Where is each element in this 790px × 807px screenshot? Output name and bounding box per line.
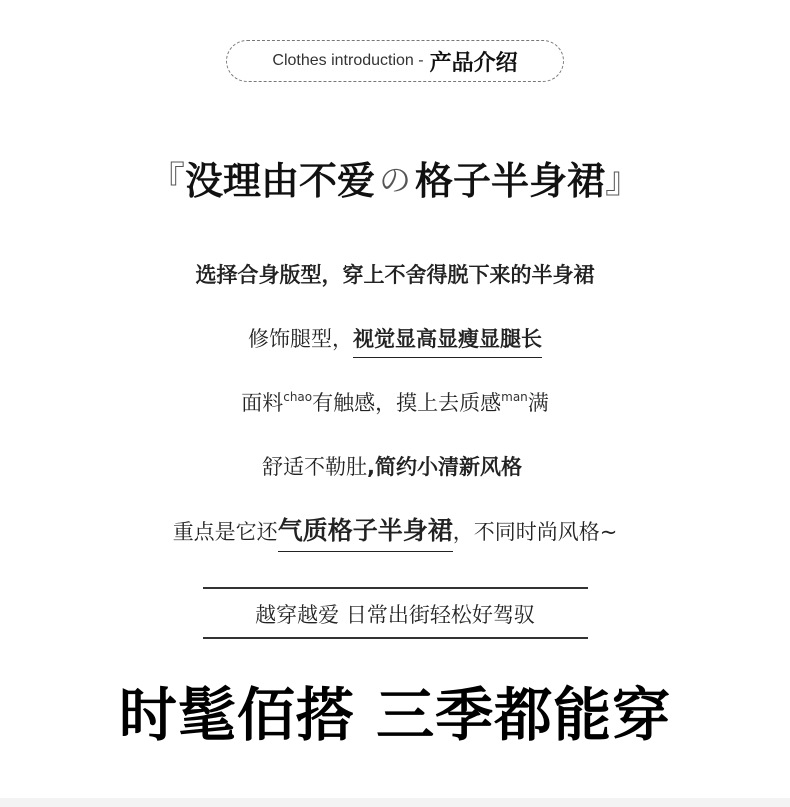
intro-line-5-a: 重点是它还 (172, 520, 278, 544)
divider-bottom (203, 637, 588, 639)
slogan: 时髦佰搭 三季都能穿 (118, 681, 672, 749)
intro-line-3-b: 有触感，摸上去质感 (312, 391, 502, 415)
headline-part2: 格子半身裙 (415, 159, 606, 203)
intro-line-4-bold: ,简约小清新风格 (367, 455, 522, 479)
divider-text: 越穿越爱 日常出街轻松好驾驭 (255, 603, 535, 627)
headline (0, 150, 790, 210)
close-bracket: 』 (605, 160, 642, 201)
intro-line-3-c: 满 (527, 391, 549, 415)
open-bracket: 『 (148, 160, 185, 201)
headline-connector: の (378, 160, 411, 199)
intro-line-4 (262, 451, 522, 481)
intro-line-5-bold: 气质格子半身裙 (278, 511, 453, 552)
bottom-strip (0, 798, 790, 807)
intro-line-2 (0, 323, 790, 358)
intro-line-3-a: 面料 (241, 391, 284, 415)
section-header-pill (226, 40, 564, 82)
header-label-en: Clothes introduction - (272, 52, 424, 69)
intro-line-2-bold: 视觉显高显瘦显腿长 (353, 323, 542, 358)
intro-line-3 (0, 387, 790, 417)
intro-line-5 (0, 511, 790, 552)
intro-line-5-b: ，不同时尚风格~ (452, 520, 618, 544)
headline-part1: 没理由不爱 (184, 159, 375, 203)
intro-line-2-normal: 修饰腿型， (248, 327, 353, 351)
divider-top (203, 587, 588, 589)
header-label-cn: 产品介绍 (429, 50, 518, 76)
intro-line-3-sup2: man (501, 390, 528, 404)
intro-line-3-sup1: chao (283, 390, 313, 404)
intro-line-1: 选择合身版型，穿上不舍得脱下来的半身裙 (195, 263, 595, 287)
intro-line-4-normal: 舒适不勒肚 (262, 455, 367, 479)
